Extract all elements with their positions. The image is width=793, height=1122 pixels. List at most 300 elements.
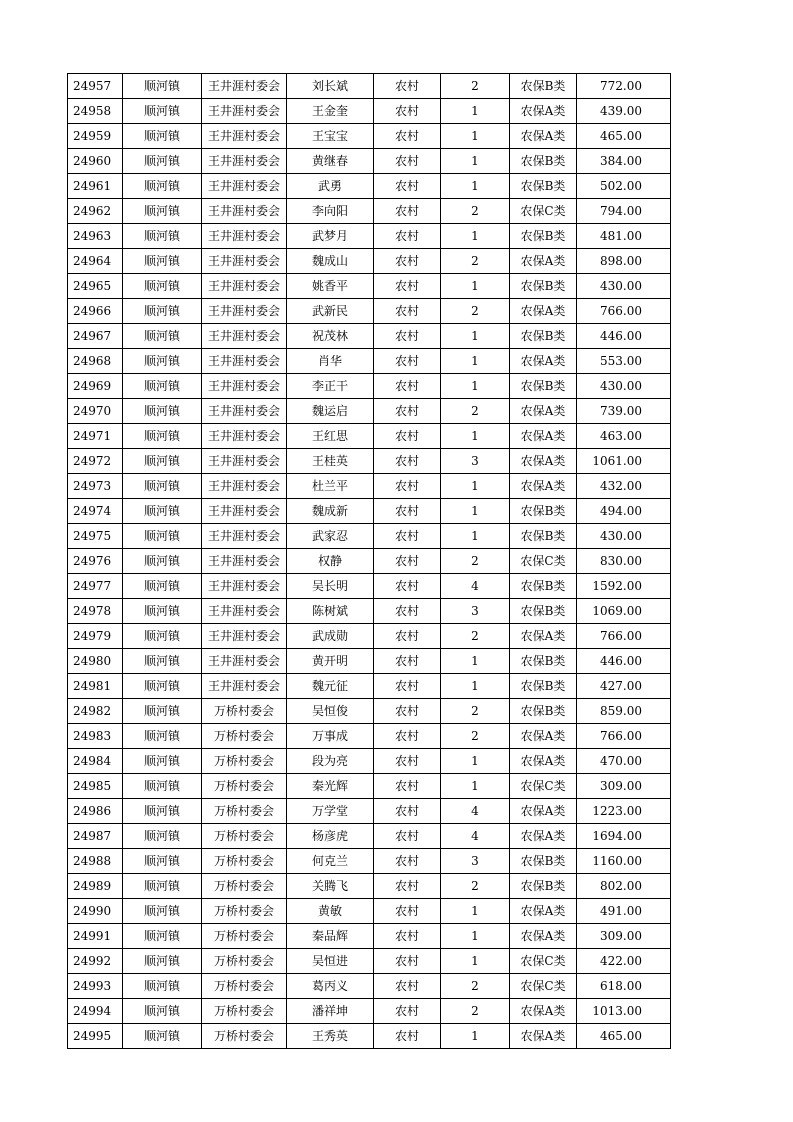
area-type-cell: 农村 <box>374 924 441 949</box>
record-id-cell: 24976 <box>68 549 123 574</box>
village-cell: 万桥村委会 <box>202 849 287 874</box>
record-id-cell: 24985 <box>68 774 123 799</box>
village-cell: 万桥村委会 <box>202 749 287 774</box>
record-id-cell: 24975 <box>68 524 123 549</box>
area-type-cell: 农村 <box>374 99 441 124</box>
record-id-cell: 24969 <box>68 374 123 399</box>
area-type-cell: 农村 <box>374 149 441 174</box>
household-count-cell: 1 <box>441 899 510 924</box>
table-row <box>68 349 671 374</box>
area-type-cell: 农村 <box>374 699 441 724</box>
person-name-cell: 武新民 <box>287 299 374 324</box>
insurance-category-cell: 农保B类 <box>510 674 577 699</box>
insurance-category-cell: 农保C类 <box>510 949 577 974</box>
table-row <box>68 824 671 849</box>
amount-cell: 1069.00 <box>577 599 671 624</box>
household-count-cell: 2 <box>441 699 510 724</box>
insurance-category-cell: 农保B类 <box>510 74 577 99</box>
village-cell: 王井涯村委会 <box>202 149 287 174</box>
person-name-cell: 祝茂林 <box>287 324 374 349</box>
table-row <box>68 524 671 549</box>
town-cell: 顺河镇 <box>123 699 202 724</box>
person-name-cell: 黄敏 <box>287 899 374 924</box>
insurance-category-cell: 农保A类 <box>510 724 577 749</box>
area-type-cell: 农村 <box>374 874 441 899</box>
record-id-cell: 24960 <box>68 149 123 174</box>
area-type-cell: 农村 <box>374 624 441 649</box>
area-type-cell: 农村 <box>374 649 441 674</box>
amount-cell: 309.00 <box>577 774 671 799</box>
town-cell: 顺河镇 <box>123 949 202 974</box>
table-row <box>68 549 671 574</box>
person-name-cell: 杨彦虎 <box>287 824 374 849</box>
table-row <box>68 299 671 324</box>
town-cell: 顺河镇 <box>123 174 202 199</box>
insurance-category-cell: 农保B类 <box>510 499 577 524</box>
table-row <box>68 924 671 949</box>
area-type-cell: 农村 <box>374 74 441 99</box>
village-cell: 王井涯村委会 <box>202 324 287 349</box>
household-count-cell: 2 <box>441 999 510 1024</box>
record-id-cell: 24958 <box>68 99 123 124</box>
record-id-cell: 24959 <box>68 124 123 149</box>
village-cell: 万桥村委会 <box>202 999 287 1024</box>
insurance-category-cell: 农保B类 <box>510 649 577 674</box>
insurance-category-cell: 农保C类 <box>510 774 577 799</box>
table-row <box>68 674 671 699</box>
person-name-cell: 李正干 <box>287 374 374 399</box>
town-cell: 顺河镇 <box>123 924 202 949</box>
table-row <box>68 974 671 999</box>
amount-cell: 502.00 <box>577 174 671 199</box>
person-name-cell: 王红思 <box>287 424 374 449</box>
area-type-cell: 农村 <box>374 1024 441 1049</box>
town-cell: 顺河镇 <box>123 999 202 1024</box>
insurance-category-cell: 农保C类 <box>510 549 577 574</box>
table-row <box>68 149 671 174</box>
village-cell: 万桥村委会 <box>202 824 287 849</box>
amount-cell: 432.00 <box>577 474 671 499</box>
town-cell: 顺河镇 <box>123 449 202 474</box>
record-id-cell: 24978 <box>68 599 123 624</box>
household-count-cell: 1 <box>441 524 510 549</box>
amount-cell: 859.00 <box>577 699 671 724</box>
amount-cell: 481.00 <box>577 224 671 249</box>
table-row <box>68 199 671 224</box>
area-type-cell: 农村 <box>374 799 441 824</box>
town-cell: 顺河镇 <box>123 299 202 324</box>
village-cell: 王井涯村委会 <box>202 99 287 124</box>
town-cell: 顺河镇 <box>123 499 202 524</box>
table-row <box>68 399 671 424</box>
amount-cell: 439.00 <box>577 99 671 124</box>
village-cell: 万桥村委会 <box>202 949 287 974</box>
household-count-cell: 2 <box>441 399 510 424</box>
village-cell: 万桥村委会 <box>202 899 287 924</box>
insurance-category-cell: 农保A类 <box>510 249 577 274</box>
table-row <box>68 949 671 974</box>
area-type-cell: 农村 <box>374 399 441 424</box>
household-count-cell: 4 <box>441 574 510 599</box>
record-id-cell: 24989 <box>68 874 123 899</box>
town-cell: 顺河镇 <box>123 74 202 99</box>
person-name-cell: 陈树斌 <box>287 599 374 624</box>
table-row <box>68 849 671 874</box>
town-cell: 顺河镇 <box>123 749 202 774</box>
household-count-cell: 1 <box>441 349 510 374</box>
record-id-cell: 24963 <box>68 224 123 249</box>
insurance-category-cell: 农保A类 <box>510 624 577 649</box>
insurance-category-cell: 农保C类 <box>510 974 577 999</box>
area-type-cell: 农村 <box>374 999 441 1024</box>
table-row <box>68 474 671 499</box>
person-name-cell: 秦品辉 <box>287 924 374 949</box>
record-id-cell: 24968 <box>68 349 123 374</box>
village-cell: 王井涯村委会 <box>202 449 287 474</box>
person-name-cell: 王金奎 <box>287 99 374 124</box>
record-id-cell: 24984 <box>68 749 123 774</box>
record-id-cell: 24966 <box>68 299 123 324</box>
table-row <box>68 874 671 899</box>
insurance-category-cell: 农保B类 <box>510 324 577 349</box>
amount-cell: 422.00 <box>577 949 671 974</box>
person-name-cell: 黄开明 <box>287 649 374 674</box>
area-type-cell: 农村 <box>374 249 441 274</box>
household-count-cell: 1 <box>441 174 510 199</box>
household-count-cell: 4 <box>441 799 510 824</box>
town-cell: 顺河镇 <box>123 1024 202 1049</box>
insurance-category-cell: 农保B类 <box>510 524 577 549</box>
area-type-cell: 农村 <box>374 524 441 549</box>
village-cell: 王井涯村委会 <box>202 649 287 674</box>
records-table <box>67 73 671 1049</box>
insurance-category-cell: 农保A类 <box>510 999 577 1024</box>
insurance-category-cell: 农保B类 <box>510 699 577 724</box>
table-row <box>68 124 671 149</box>
household-count-cell: 3 <box>441 449 510 474</box>
household-count-cell: 3 <box>441 599 510 624</box>
table-row <box>68 224 671 249</box>
area-type-cell: 农村 <box>374 824 441 849</box>
person-name-cell: 武梦月 <box>287 224 374 249</box>
area-type-cell: 农村 <box>374 974 441 999</box>
record-id-cell: 24986 <box>68 799 123 824</box>
insurance-category-cell: 农保B类 <box>510 149 577 174</box>
amount-cell: 446.00 <box>577 324 671 349</box>
village-cell: 万桥村委会 <box>202 974 287 999</box>
record-id-cell: 24994 <box>68 999 123 1024</box>
record-id-cell: 24965 <box>68 274 123 299</box>
town-cell: 顺河镇 <box>123 799 202 824</box>
table-row <box>68 649 671 674</box>
insurance-category-cell: 农保B类 <box>510 224 577 249</box>
village-cell: 王井涯村委会 <box>202 399 287 424</box>
record-id-cell: 24992 <box>68 949 123 974</box>
record-id-cell: 24982 <box>68 699 123 724</box>
record-id-cell: 24981 <box>68 674 123 699</box>
town-cell: 顺河镇 <box>123 649 202 674</box>
person-name-cell: 魏成新 <box>287 499 374 524</box>
person-name-cell: 吴恒俊 <box>287 699 374 724</box>
person-name-cell: 关腾飞 <box>287 874 374 899</box>
amount-cell: 446.00 <box>577 649 671 674</box>
household-count-cell: 1 <box>441 1024 510 1049</box>
village-cell: 王井涯村委会 <box>202 549 287 574</box>
table-row <box>68 999 671 1024</box>
record-id-cell: 24967 <box>68 324 123 349</box>
person-name-cell: 肖华 <box>287 349 374 374</box>
table-row <box>68 699 671 724</box>
household-count-cell: 1 <box>441 499 510 524</box>
town-cell: 顺河镇 <box>123 849 202 874</box>
amount-cell: 739.00 <box>577 399 671 424</box>
area-type-cell: 农村 <box>374 599 441 624</box>
table-row <box>68 324 671 349</box>
insurance-category-cell: 农保B类 <box>510 599 577 624</box>
household-count-cell: 1 <box>441 224 510 249</box>
record-id-cell: 24972 <box>68 449 123 474</box>
amount-cell: 766.00 <box>577 299 671 324</box>
insurance-category-cell: 农保A类 <box>510 474 577 499</box>
table-row <box>68 449 671 474</box>
area-type-cell: 农村 <box>374 749 441 774</box>
household-count-cell: 2 <box>441 299 510 324</box>
area-type-cell: 农村 <box>374 424 441 449</box>
record-id-cell: 24983 <box>68 724 123 749</box>
insurance-category-cell: 农保B类 <box>510 874 577 899</box>
table-row <box>68 724 671 749</box>
insurance-category-cell: 农保A类 <box>510 749 577 774</box>
amount-cell: 898.00 <box>577 249 671 274</box>
area-type-cell: 农村 <box>374 299 441 324</box>
area-type-cell: 农村 <box>374 449 441 474</box>
area-type-cell: 农村 <box>374 499 441 524</box>
person-name-cell: 潘祥坤 <box>287 999 374 1024</box>
table-body <box>68 74 671 1049</box>
town-cell: 顺河镇 <box>123 599 202 624</box>
person-name-cell: 万事成 <box>287 724 374 749</box>
person-name-cell: 万学堂 <box>287 799 374 824</box>
amount-cell: 830.00 <box>577 549 671 574</box>
record-id-cell: 24974 <box>68 499 123 524</box>
household-count-cell: 2 <box>441 624 510 649</box>
village-cell: 王井涯村委会 <box>202 424 287 449</box>
household-count-cell: 2 <box>441 974 510 999</box>
amount-cell: 1694.00 <box>577 824 671 849</box>
household-count-cell: 1 <box>441 924 510 949</box>
amount-cell: 470.00 <box>577 749 671 774</box>
table-row <box>68 799 671 824</box>
town-cell: 顺河镇 <box>123 524 202 549</box>
person-name-cell: 魏运启 <box>287 399 374 424</box>
town-cell: 顺河镇 <box>123 324 202 349</box>
amount-cell: 309.00 <box>577 924 671 949</box>
town-cell: 顺河镇 <box>123 199 202 224</box>
amount-cell: 1160.00 <box>577 849 671 874</box>
village-cell: 万桥村委会 <box>202 699 287 724</box>
area-type-cell: 农村 <box>374 549 441 574</box>
record-id-cell: 24988 <box>68 849 123 874</box>
town-cell: 顺河镇 <box>123 374 202 399</box>
insurance-category-cell: 农保A类 <box>510 299 577 324</box>
amount-cell: 494.00 <box>577 499 671 524</box>
household-count-cell: 1 <box>441 124 510 149</box>
amount-cell: 802.00 <box>577 874 671 899</box>
area-type-cell: 农村 <box>374 724 441 749</box>
record-id-cell: 24990 <box>68 899 123 924</box>
table-row <box>68 899 671 924</box>
person-name-cell: 葛丙义 <box>287 974 374 999</box>
household-count-cell: 3 <box>441 849 510 874</box>
person-name-cell: 武勇 <box>287 174 374 199</box>
insurance-category-cell: 农保B类 <box>510 849 577 874</box>
village-cell: 王井涯村委会 <box>202 474 287 499</box>
household-count-cell: 1 <box>441 274 510 299</box>
household-count-cell: 2 <box>441 74 510 99</box>
person-name-cell: 吴长明 <box>287 574 374 599</box>
person-name-cell: 吴恒进 <box>287 949 374 974</box>
area-type-cell: 农村 <box>374 374 441 399</box>
person-name-cell: 魏成山 <box>287 249 374 274</box>
area-type-cell: 农村 <box>374 574 441 599</box>
village-cell: 万桥村委会 <box>202 799 287 824</box>
household-count-cell: 2 <box>441 874 510 899</box>
town-cell: 顺河镇 <box>123 149 202 174</box>
village-cell: 万桥村委会 <box>202 924 287 949</box>
household-count-cell: 2 <box>441 549 510 574</box>
village-cell: 王井涯村委会 <box>202 249 287 274</box>
household-count-cell: 1 <box>441 99 510 124</box>
area-type-cell: 农村 <box>374 224 441 249</box>
amount-cell: 618.00 <box>577 974 671 999</box>
insurance-category-cell: 农保A类 <box>510 124 577 149</box>
table-row <box>68 424 671 449</box>
amount-cell: 491.00 <box>577 899 671 924</box>
person-name-cell: 李向阳 <box>287 199 374 224</box>
town-cell: 顺河镇 <box>123 274 202 299</box>
table-row <box>68 174 671 199</box>
record-id-cell: 24979 <box>68 624 123 649</box>
village-cell: 王井涯村委会 <box>202 574 287 599</box>
town-cell: 顺河镇 <box>123 574 202 599</box>
village-cell: 王井涯村委会 <box>202 174 287 199</box>
household-count-cell: 1 <box>441 949 510 974</box>
village-cell: 万桥村委会 <box>202 724 287 749</box>
insurance-category-cell: 农保A类 <box>510 824 577 849</box>
amount-cell: 427.00 <box>577 674 671 699</box>
person-name-cell: 秦光辉 <box>287 774 374 799</box>
table-row <box>68 1024 671 1049</box>
record-id-cell: 24980 <box>68 649 123 674</box>
insurance-category-cell: 农保C类 <box>510 199 577 224</box>
person-name-cell: 王秀英 <box>287 1024 374 1049</box>
amount-cell: 1592.00 <box>577 574 671 599</box>
amount-cell: 766.00 <box>577 624 671 649</box>
person-name-cell: 魏元征 <box>287 674 374 699</box>
household-count-cell: 2 <box>441 199 510 224</box>
village-cell: 万桥村委会 <box>202 1024 287 1049</box>
town-cell: 顺河镇 <box>123 124 202 149</box>
record-id-cell: 24991 <box>68 924 123 949</box>
village-cell: 王井涯村委会 <box>202 299 287 324</box>
household-count-cell: 1 <box>441 424 510 449</box>
table-row <box>68 624 671 649</box>
town-cell: 顺河镇 <box>123 724 202 749</box>
person-name-cell: 黄继春 <box>287 149 374 174</box>
village-cell: 王井涯村委会 <box>202 74 287 99</box>
table-row <box>68 249 671 274</box>
household-count-cell: 2 <box>441 724 510 749</box>
area-type-cell: 农村 <box>374 474 441 499</box>
insurance-category-cell: 农保A类 <box>510 799 577 824</box>
town-cell: 顺河镇 <box>123 399 202 424</box>
record-id-cell: 24995 <box>68 1024 123 1049</box>
record-id-cell: 24973 <box>68 474 123 499</box>
insurance-category-cell: 农保B类 <box>510 274 577 299</box>
amount-cell: 772.00 <box>577 74 671 99</box>
record-id-cell: 24971 <box>68 424 123 449</box>
town-cell: 顺河镇 <box>123 774 202 799</box>
amount-cell: 463.00 <box>577 424 671 449</box>
table-row <box>68 774 671 799</box>
village-cell: 王井涯村委会 <box>202 499 287 524</box>
person-name-cell: 刘长斌 <box>287 74 374 99</box>
insurance-category-cell: 农保A类 <box>510 899 577 924</box>
record-id-cell: 24962 <box>68 199 123 224</box>
household-count-cell: 1 <box>441 749 510 774</box>
household-count-cell: 1 <box>441 774 510 799</box>
record-id-cell: 24970 <box>68 399 123 424</box>
village-cell: 王井涯村委会 <box>202 274 287 299</box>
table-row <box>68 599 671 624</box>
record-id-cell: 24987 <box>68 824 123 849</box>
area-type-cell: 农村 <box>374 174 441 199</box>
insurance-category-cell: 农保B类 <box>510 574 577 599</box>
town-cell: 顺河镇 <box>123 549 202 574</box>
town-cell: 顺河镇 <box>123 224 202 249</box>
person-name-cell: 王桂英 <box>287 449 374 474</box>
village-cell: 王井涯村委会 <box>202 224 287 249</box>
record-id-cell: 24961 <box>68 174 123 199</box>
household-count-cell: 1 <box>441 674 510 699</box>
area-type-cell: 农村 <box>374 674 441 699</box>
village-cell: 王井涯村委会 <box>202 124 287 149</box>
village-cell: 万桥村委会 <box>202 874 287 899</box>
amount-cell: 1223.00 <box>577 799 671 824</box>
record-id-cell: 24977 <box>68 574 123 599</box>
insurance-category-cell: 农保A类 <box>510 449 577 474</box>
area-type-cell: 农村 <box>374 324 441 349</box>
area-type-cell: 农村 <box>374 899 441 924</box>
record-id-cell: 24964 <box>68 249 123 274</box>
table-row <box>68 374 671 399</box>
record-id-cell: 24993 <box>68 974 123 999</box>
town-cell: 顺河镇 <box>123 624 202 649</box>
person-name-cell: 姚香平 <box>287 274 374 299</box>
village-cell: 王井涯村委会 <box>202 374 287 399</box>
amount-cell: 766.00 <box>577 724 671 749</box>
amount-cell: 794.00 <box>577 199 671 224</box>
village-cell: 王井涯村委会 <box>202 524 287 549</box>
town-cell: 顺河镇 <box>123 424 202 449</box>
person-name-cell: 权静 <box>287 549 374 574</box>
person-name-cell: 段为亮 <box>287 749 374 774</box>
insurance-category-cell: 农保A类 <box>510 924 577 949</box>
village-cell: 万桥村委会 <box>202 774 287 799</box>
town-cell: 顺河镇 <box>123 824 202 849</box>
village-cell: 王井涯村委会 <box>202 349 287 374</box>
insurance-category-cell: 农保A类 <box>510 399 577 424</box>
